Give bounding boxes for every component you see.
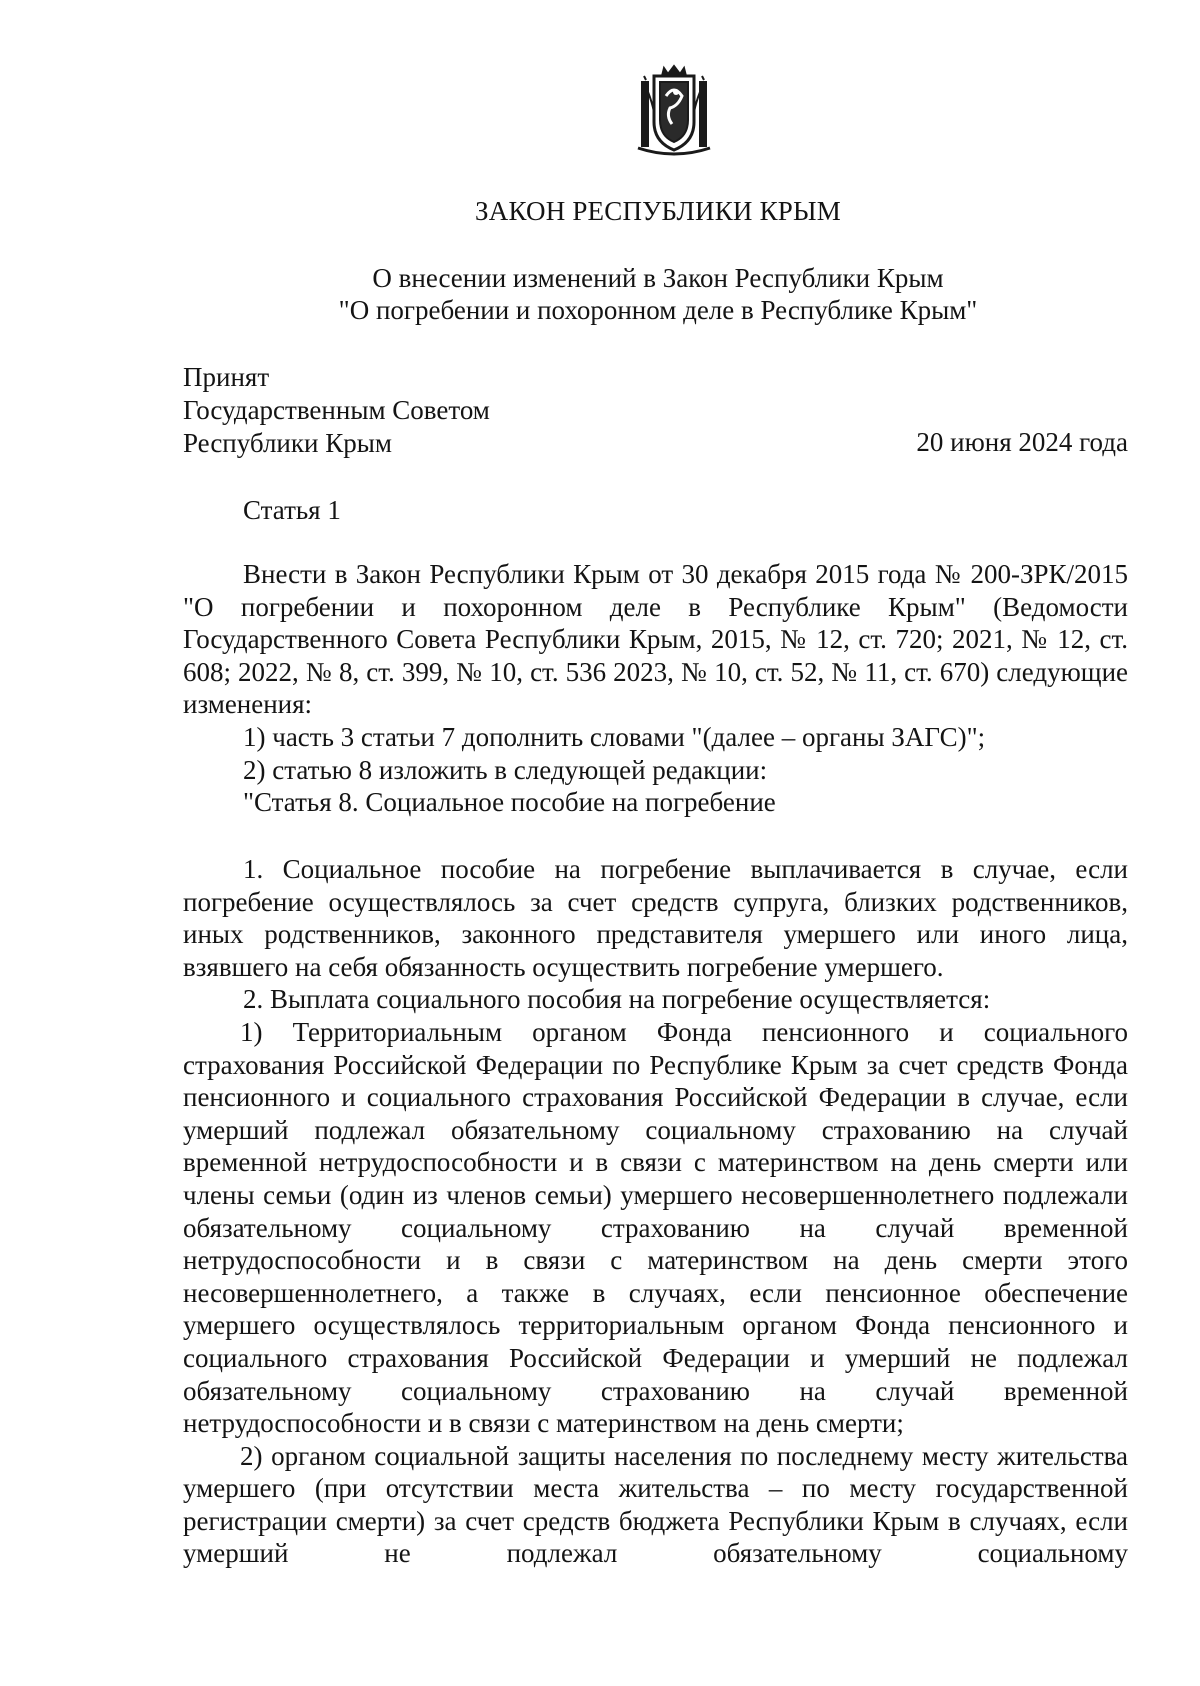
paragraph-2-item-1: 1) Территориальным органом Фонда пенсионного и социального страхования Российской Федерации по Республике Крым за счет средств Фонда пенсионного и социального страхования Российской Федерации в случае, если умерший подлежал обязательному социальному страхованию на случай временной нетрудоспособности и в связи с материнством на день смерти или члены семьи (один из членов семьи) умершего несовершеннолетнего подлежали обязательному социальному страхованию на случай временной нетрудоспособности и в связи с материнством на день смерти этого несовершеннолетнего, а также в случаях, если пенсионное обеспечение умершего осуществлялось территориальным органом Фонда пенсионного и социального страхования Российской Федерации и умерший не подлежал обязательному социальному страхованию на случай временной нетрудоспособности и в связи с материнством на день смерти; xyxy=(183,1016,1128,1439)
change-item-2: 2) статью 8 изложить в следующей редакции: xyxy=(243,754,768,785)
article-heading: Статья 1 xyxy=(243,495,341,525)
article-body-part-1 xyxy=(183,558,1128,819)
adoption-line-3: Республики Крым xyxy=(183,428,392,458)
paragraph-1: 1. Социальное пособие на погребение выплачивается в случае, если погребение осуществлялось за счет средств супруга, близких родственников, иных родственников, законного представителя умершего или иного лица, взявшего на себя обязанность осуществить погребение умершего. xyxy=(183,854,1128,982)
paragraph-2-item-2: 2) органом социальной защиты населения по последнему месту жительства умершего (при отсутствии места жительства – по месту государственной регистрации смерти) за счет средств бюджета Республики Крым в случаях, если умерший не подлежал обязательному социальному xyxy=(183,1440,1128,1569)
adoption-line-2: Государственным Советом xyxy=(183,395,490,425)
adoption-block xyxy=(183,361,490,460)
paragraph-2: 2. Выплата социального пособия на погребение осуществляется: xyxy=(243,984,991,1015)
subtitle-line-2: "О погребении и похоронном деле в Республике Крым" xyxy=(338,295,978,325)
law-title: ЗАКОН РЕСПУБЛИКИ КРЫМ xyxy=(475,196,841,226)
change-item-1: 1) часть 3 статьи 7 дополнить словами "(далее – органы ЗАГС)"; xyxy=(243,721,986,752)
adoption-line-1: Принят xyxy=(183,362,270,392)
subtitle-line-1: О внесении изменений в Закон Республики Крым xyxy=(372,263,944,293)
adoption-date: 20 июня 2024 года xyxy=(916,427,1128,457)
article-body-part-2 xyxy=(183,853,1128,1570)
new-article-heading: "Статья 8. Социальное пособие на погребение xyxy=(243,787,776,818)
intro-paragraph: Внести в Закон Республики Крым от 30 декабря 2015 года № 200-ЗРК/2015 "О погребении и похоронном деле в Республике Крым" (Ведомости Государственного Совета Республики Крым, 2015, № 12, ст. 720; 2021, № 12, ст. 608; 2022, № 8, ст. 399, № 10, ст. 536 2023, № 10, ст. 52, № 11, ст. 670) следующие изменения: xyxy=(183,559,1128,720)
law-subtitle xyxy=(0,262,1200,326)
crimea-coat-of-arms-icon xyxy=(632,62,716,158)
